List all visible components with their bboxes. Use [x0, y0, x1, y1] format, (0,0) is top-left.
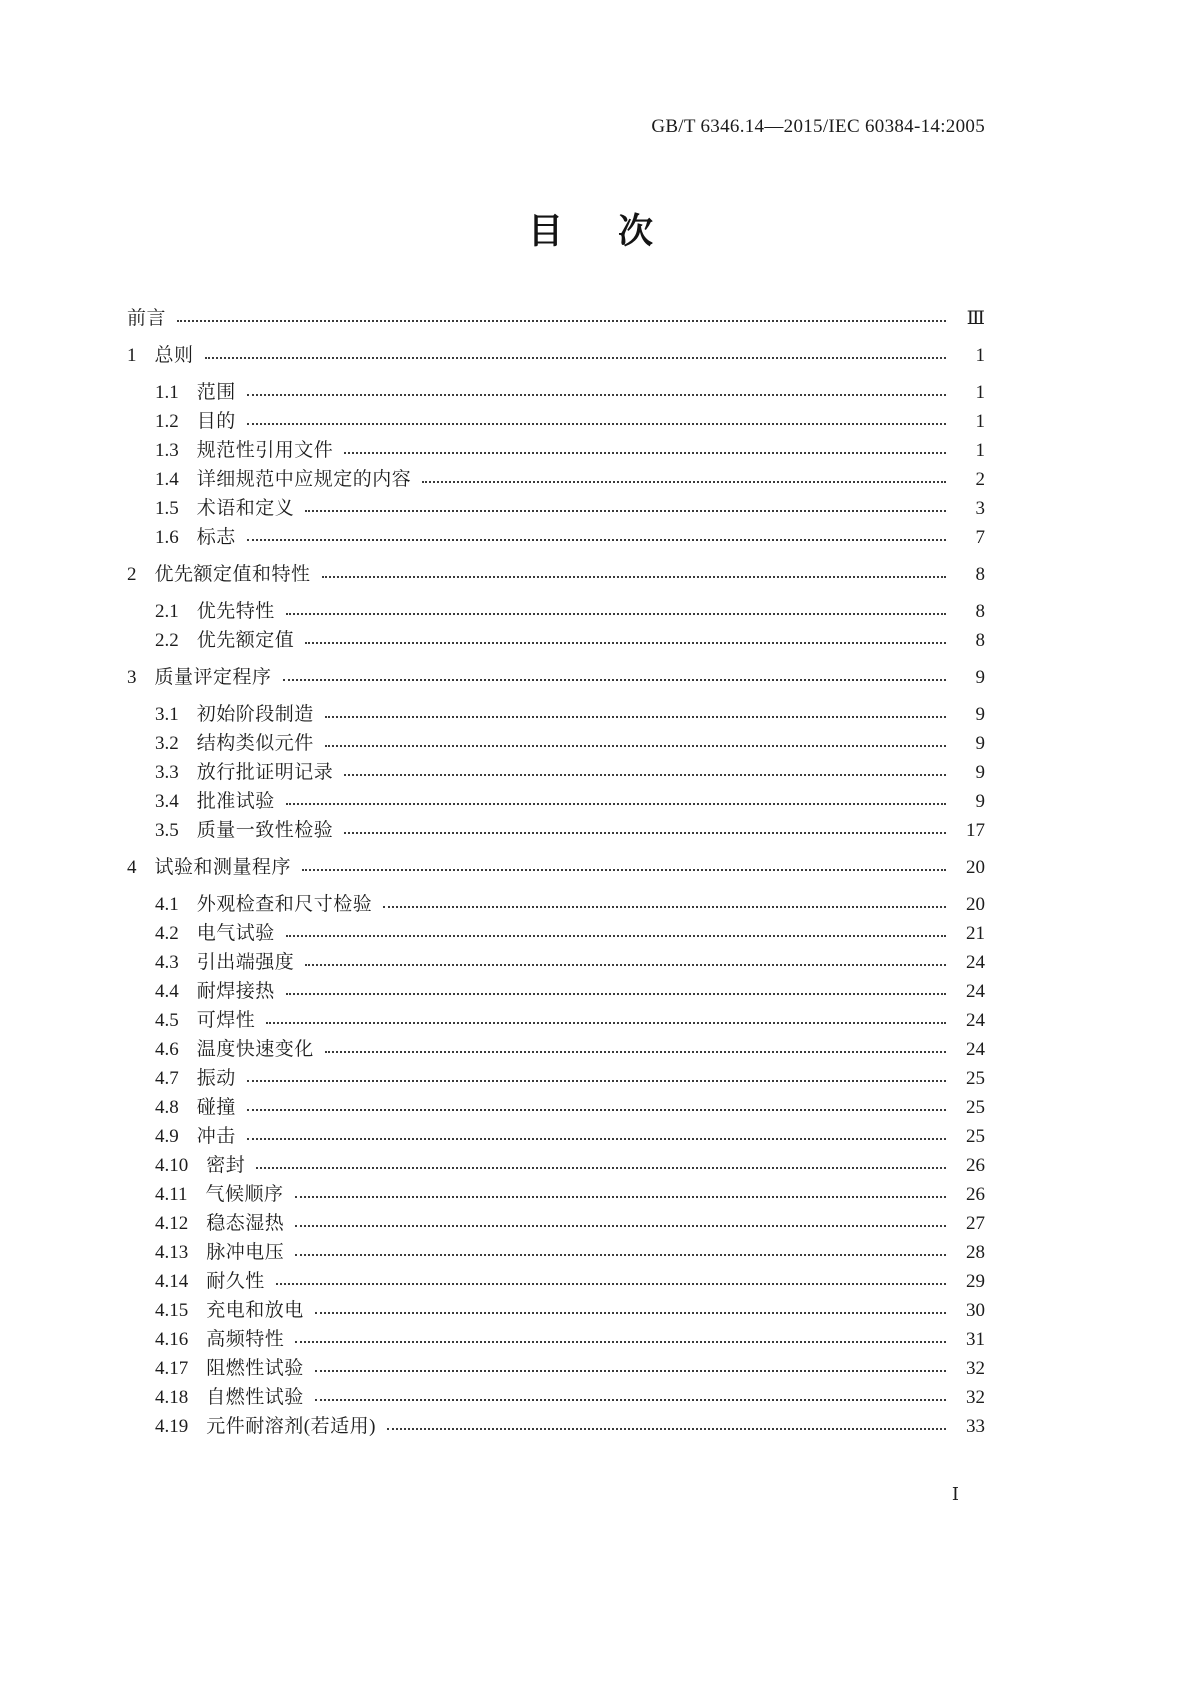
toc-entry-page: 26: [966, 1184, 985, 1205]
toc-entry: [127, 436, 985, 465]
toc-entry-label: 目的: [196, 411, 236, 432]
toc-entry-label: 试验和测量程序: [154, 857, 292, 878]
toc-entry-label: 优先额定值: [196, 630, 295, 651]
toc-dotted-leader: [295, 1254, 946, 1256]
toc-entry-number: 4.18: [155, 1387, 189, 1408]
toc-entry-page: 1: [975, 411, 985, 432]
toc-entry-page: 9: [975, 733, 985, 754]
toc-entry-label: 前言: [127, 308, 167, 329]
toc-entry-number: 3.3: [155, 762, 179, 783]
toc-dotted-leader: [247, 1138, 946, 1140]
toc-dotted-leader: [305, 510, 946, 512]
toc-entry-number: 4.3: [155, 952, 179, 973]
toc-entry-page: 24: [966, 1039, 985, 1060]
toc-entry-label: 优先额定值和特性: [154, 564, 311, 585]
toc-entry-page: 25: [966, 1126, 985, 1147]
toc-entry-page: Ⅲ: [966, 308, 985, 329]
toc-entry-label: 标志: [196, 527, 236, 548]
toc-entry: [127, 1093, 985, 1122]
toc-entry: [127, 597, 985, 626]
toc-entry-page: 24: [966, 981, 985, 1002]
toc-entry-label: 范围: [196, 382, 236, 403]
toc-entry-label: 总则: [154, 345, 194, 366]
toc-entry-label: 脉冲电压: [206, 1242, 285, 1263]
toc-entry-page: 25: [966, 1097, 985, 1118]
toc-entry-number: 4.13: [155, 1242, 189, 1263]
toc-entry-page: 8: [975, 630, 985, 651]
toc-dotted-leader: [302, 869, 946, 871]
toc-entry-number: 4.9: [155, 1126, 179, 1147]
toc-entry: [127, 663, 985, 692]
toc-entry-number: 4.6: [155, 1039, 179, 1060]
toc-dotted-leader: [247, 539, 946, 541]
toc-dotted-leader: [266, 1022, 946, 1024]
toc-entry-number: 1: [127, 345, 137, 366]
toc-entry-number: 3.1: [155, 704, 179, 725]
toc-entry-page: 3: [975, 498, 985, 519]
toc-dotted-leader: [295, 1225, 946, 1227]
toc-entry-page: 9: [975, 791, 985, 812]
toc-entry-number: 4.11: [155, 1184, 188, 1205]
toc-entry-page: 30: [966, 1300, 985, 1321]
toc-entry-label: 冲击: [196, 1126, 236, 1147]
toc-entry-number: 3.5: [155, 820, 179, 841]
toc-entry-page: 17: [966, 820, 985, 841]
toc-entry-label: 元件耐溶剂(若适用): [206, 1416, 376, 1437]
toc-entry-number: 1.5: [155, 498, 179, 519]
toc-entry-number: 4.1: [155, 894, 179, 915]
toc-entry-label: 振动: [196, 1068, 236, 1089]
toc-entry-page: 9: [975, 704, 985, 725]
toc-entry: [127, 407, 985, 436]
page-title: 目 次: [527, 212, 663, 251]
toc-entry-number: 1.2: [155, 411, 179, 432]
toc-entry-label: 电气试验: [196, 923, 275, 944]
toc-entry-label: 充电和放电: [206, 1300, 304, 1321]
toc-dotted-leader: [177, 320, 946, 322]
toc-entry: [127, 919, 985, 948]
toc-entry: [127, 1064, 985, 1093]
toc-entry-page: 21: [966, 923, 985, 944]
toc-entry-number: 3.2: [155, 733, 179, 754]
toc-dotted-leader: [344, 452, 946, 454]
toc-entry-number: 4.7: [155, 1068, 179, 1089]
toc-dotted-leader: [286, 935, 946, 937]
toc-entry: [127, 700, 985, 729]
toc-dotted-leader: [247, 1109, 946, 1111]
toc-entry-number: 2: [127, 564, 137, 585]
toc-dotted-leader: [315, 1370, 946, 1372]
toc-entry: [127, 523, 985, 552]
toc-entry-page: 27: [966, 1213, 985, 1234]
toc-entry-number: 1.1: [155, 382, 179, 403]
toc-dotted-leader: [344, 774, 946, 776]
toc-entry-page: 9: [975, 762, 985, 783]
toc-entry-label: 温度快速变化: [196, 1039, 314, 1060]
toc-entry: [127, 626, 985, 655]
toc-entry-number: 4.17: [155, 1358, 189, 1379]
toc-entry-label: 引出端强度: [196, 952, 295, 973]
toc-entry-page: 1: [975, 345, 985, 366]
toc-entry-label: 稳态湿热: [206, 1213, 285, 1234]
toc-entry-label: 可焊性: [196, 1010, 256, 1031]
toc-entry-label: 术语和定义: [196, 498, 295, 519]
toc-entry-label: 初始阶段制造: [196, 704, 314, 725]
toc-entry: [127, 816, 985, 845]
toc-dotted-leader: [387, 1428, 946, 1430]
toc-entry-page: 29: [966, 1271, 985, 1292]
toc-entry: [127, 560, 985, 589]
page-footer: [952, 1484, 959, 1505]
toc-entry-number: 1.3: [155, 440, 179, 461]
toc-entry-page: 26: [966, 1155, 985, 1176]
toc-entry-label: 质量评定程序: [154, 667, 272, 688]
toc-entry-number: 4.15: [155, 1300, 189, 1321]
toc-entry-page: 24: [966, 1010, 985, 1031]
toc-entry-label: 详细规范中应规定的内容: [196, 469, 412, 490]
toc-entry: [127, 304, 985, 333]
toc-entry: [127, 494, 985, 523]
toc-entry-number: 4.19: [155, 1416, 189, 1437]
toc-entry-label: 密封: [206, 1155, 246, 1176]
toc-entry-page: 31: [966, 1329, 985, 1350]
toc-entry-page: 2: [975, 469, 985, 490]
toc-entry-label: 外观检查和尺寸检验: [196, 894, 373, 915]
toc-entry-label: 批准试验: [196, 791, 275, 812]
toc-entry-number: 4.5: [155, 1010, 179, 1031]
toc-entry-page: 1: [975, 382, 985, 403]
toc-entry: [127, 787, 985, 816]
toc-entry-label: 规范性引用文件: [196, 440, 334, 461]
toc-entry-page: 32: [966, 1358, 985, 1379]
toc-dotted-leader: [422, 481, 946, 483]
toc-entry: [127, 1180, 985, 1209]
toc-entry-label: 阻燃性试验: [206, 1358, 304, 1379]
toc-dotted-leader: [295, 1341, 946, 1343]
toc-entry: [127, 1267, 985, 1296]
toc-dotted-leader: [383, 906, 946, 908]
toc-entry-page: 32: [966, 1387, 985, 1408]
toc-entry-label: 耐焊接热: [196, 981, 275, 1002]
document-header: [0, 116, 985, 138]
toc-entry-label: 耐久性: [206, 1271, 265, 1292]
toc-dotted-leader: [344, 832, 946, 834]
toc-entry-number: 4.4: [155, 981, 179, 1002]
toc-entry: [127, 378, 985, 407]
toc-entry-number: 1.6: [155, 527, 179, 548]
toc-entry: [127, 758, 985, 787]
toc-entry-page: 20: [966, 894, 985, 915]
toc-entry-page: 8: [975, 564, 985, 585]
toc-entry-label: 放行批证明记录: [196, 762, 334, 783]
toc-dotted-leader: [286, 613, 946, 615]
toc-entry: [127, 1035, 985, 1064]
toc-dotted-leader: [315, 1312, 946, 1314]
toc-entry: [127, 977, 985, 1006]
toc-entry-page: 33: [966, 1416, 985, 1437]
toc-entry-label: 高频特性: [206, 1329, 285, 1350]
toc-entry-page: 8: [975, 601, 985, 622]
toc-dotted-leader: [325, 745, 946, 747]
toc-dotted-leader: [283, 679, 946, 681]
toc-entry: [127, 1383, 985, 1412]
toc-entry-number: 4.2: [155, 923, 179, 944]
standard-number: GB/T 6346.14—2015/IEC 60384-14:2005: [651, 116, 985, 137]
toc-entry-label: 自燃性试验: [206, 1387, 304, 1408]
toc-entry-page: 7: [975, 527, 985, 548]
toc-entry-label: 结构类似元件: [196, 733, 314, 754]
toc-entry: [127, 1238, 985, 1267]
toc-entry: [127, 1412, 985, 1441]
toc-entry-page: 28: [966, 1242, 985, 1263]
toc-entry: [127, 1354, 985, 1383]
toc-dotted-leader: [247, 423, 946, 425]
toc-entry-number: 4: [127, 857, 137, 878]
toc-dotted-leader: [305, 642, 946, 644]
toc-entry-label: 气候顺序: [205, 1184, 284, 1205]
toc-entry-label: 优先特性: [196, 601, 275, 622]
toc-entry: [127, 1006, 985, 1035]
toc-entry-number: 4.16: [155, 1329, 189, 1350]
toc-entry-number: 4.14: [155, 1271, 189, 1292]
toc-entry: [127, 853, 985, 882]
toc-entry-number: 2.1: [155, 601, 179, 622]
toc-dotted-leader: [322, 576, 946, 578]
toc-entry-page: 24: [966, 952, 985, 973]
toc-entry: [127, 948, 985, 977]
toc-entry-number: 4.12: [155, 1213, 189, 1234]
toc-entry-number: 3: [127, 667, 137, 688]
toc-entry: [127, 1122, 985, 1151]
toc-dotted-leader: [247, 1080, 946, 1082]
toc-dotted-leader: [286, 803, 946, 805]
toc-entry: [127, 1296, 985, 1325]
toc-entry: [127, 1151, 985, 1180]
toc-dotted-leader: [325, 716, 946, 718]
toc: [127, 296, 985, 1441]
toc-entry-label: 质量一致性检验: [196, 820, 334, 841]
toc-dotted-leader: [205, 357, 946, 359]
toc-entry-number: 4.8: [155, 1097, 179, 1118]
toc-dotted-leader: [276, 1283, 946, 1285]
toc-entry: [127, 465, 985, 494]
toc-entry: [127, 729, 985, 758]
toc-dotted-leader: [247, 394, 946, 396]
toc-entry-page: 20: [966, 857, 985, 878]
toc-entry-number: 3.4: [155, 791, 179, 812]
toc-entry: [127, 1325, 985, 1354]
toc-entry-number: 1.4: [155, 469, 179, 490]
toc-dotted-leader: [305, 964, 946, 966]
toc-dotted-leader: [256, 1167, 946, 1169]
toc-entry-page: 9: [975, 667, 985, 688]
toc-dotted-leader: [325, 1051, 946, 1053]
toc-dotted-leader: [295, 1196, 946, 1198]
toc-entry: [127, 341, 985, 370]
toc-entry: [127, 1209, 985, 1238]
toc-dotted-leader: [315, 1399, 946, 1401]
toc-entry-number: 2.2: [155, 630, 179, 651]
toc-entry-label: 碰撞: [196, 1097, 236, 1118]
toc-entry-page: 1: [975, 440, 985, 461]
toc-entry-number: 4.10: [155, 1155, 189, 1176]
toc-entry-page: 25: [966, 1068, 985, 1089]
toc-entry: [127, 890, 985, 919]
toc-dotted-leader: [286, 993, 946, 995]
footer-page-number: Ⅰ: [951, 1484, 959, 1504]
